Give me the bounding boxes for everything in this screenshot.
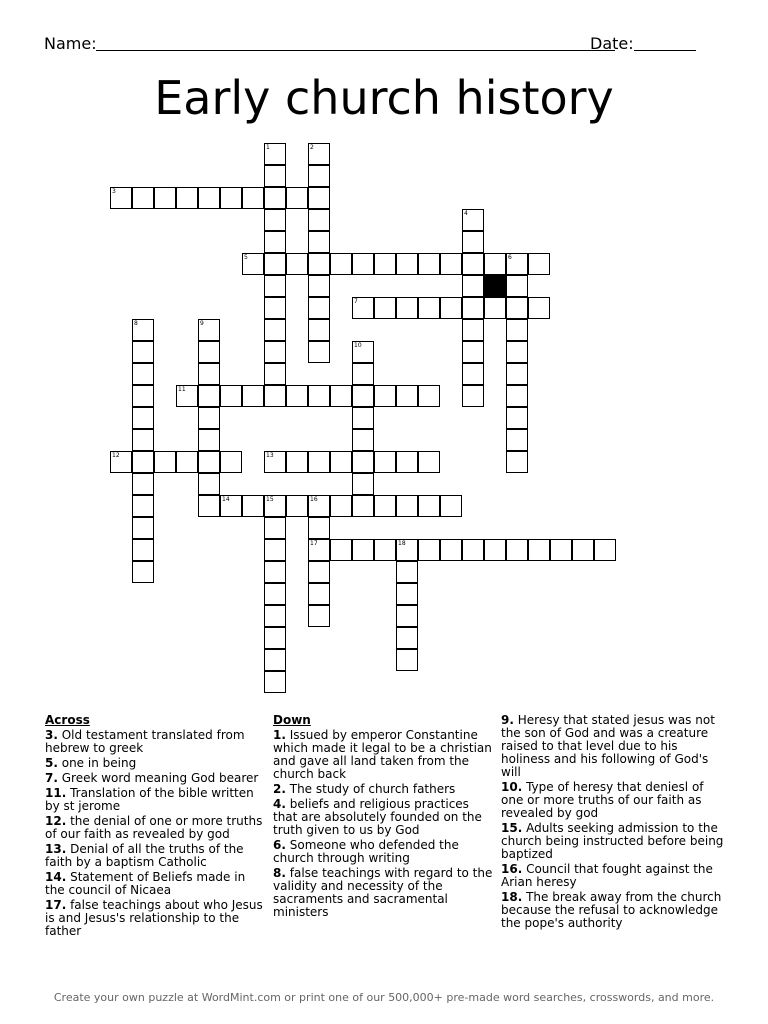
crossword-cell[interactable] [418,253,440,275]
across-clue [45,899,263,938]
down-clue [273,839,493,865]
crossword-cell[interactable] [506,341,528,363]
crossword-cell[interactable] [198,319,220,341]
crossword-cell[interactable] [352,495,374,517]
crossword-cell[interactable] [242,495,264,517]
crossword-cell[interactable] [506,275,528,297]
crossword-cell[interactable] [396,297,418,319]
clue-text: the denial of one or more truths of our faith as revealed by god [45,814,263,841]
clue-number: 7. [45,771,58,785]
crossword-cell[interactable] [308,605,330,627]
crossword-cell[interactable] [352,341,374,363]
clue-number: 12. [45,814,67,828]
crossword-cell[interactable] [462,297,484,319]
crossword-cell[interactable] [132,473,154,495]
crossword-cell[interactable] [506,385,528,407]
crossword-cell[interactable] [374,451,396,473]
crossword-cell[interactable] [506,253,528,275]
crossword-cell[interactable] [176,385,198,407]
down-clue [501,822,726,861]
crossword-cell[interactable] [330,253,352,275]
crossword-cell[interactable] [264,451,286,473]
clue-number: 11. [45,786,67,800]
crossword-cell[interactable] [264,231,286,253]
crossword-cell[interactable] [220,495,242,517]
clue-text: false teachings about who Jesus is and Jesus's relationship to the father [45,898,263,938]
crossword-cell[interactable] [198,385,220,407]
crossword-cell[interactable] [132,407,154,429]
crossword-cell[interactable] [308,539,330,561]
across-clue [45,871,263,897]
crossword-cell[interactable] [264,143,286,165]
across-clue [45,843,263,869]
clue-number: 17. [45,898,67,912]
clue-number: 5. [45,756,58,770]
crossword-cell[interactable] [352,385,374,407]
crossword-cell[interactable] [308,495,330,517]
crossword-cell[interactable] [506,429,528,451]
cell-number: 1 [266,144,270,151]
across-heading: Across [45,713,90,727]
footer-text: Create your own puzzle at WordMint.com or print one of our 500,000+ pre-made word searches, crosswords, and more. [53,991,715,1004]
crossword-cell[interactable] [308,341,330,363]
crossword-cell[interactable] [396,495,418,517]
clue-number: 9. [501,713,514,727]
crossword-cell[interactable] [264,319,286,341]
crossword-cell[interactable] [352,539,374,561]
black-square [484,275,506,297]
clue-number: 4. [273,797,286,811]
clue-text: Type of heresy that deniesl of one or more truths of our faith as revealed by god [501,780,704,820]
crossword-cell[interactable] [132,319,154,341]
crossword-cell[interactable] [264,275,286,297]
crossword-cell[interactable] [396,385,418,407]
down-clue [273,783,493,796]
crossword-cell[interactable] [352,429,374,451]
crossword-cell[interactable] [264,341,286,363]
crossword-cell[interactable] [242,385,264,407]
crossword-cell[interactable] [418,539,440,561]
crossword-cell[interactable] [484,253,506,275]
cell-number: 12 [112,452,120,459]
crossword-cell[interactable] [308,231,330,253]
crossword-cell[interactable] [176,451,198,473]
crossword-cell[interactable] [330,385,352,407]
crossword-cell[interactable] [440,297,462,319]
clue-text: Council that fought against the Arian heresy [501,862,713,889]
cell-number: 3 [112,188,116,195]
crossword-cell[interactable] [352,297,374,319]
crossword-cell[interactable] [132,341,154,363]
clue-text: Issued by emperor Constantine which made it legal to be a christian and gave all land taken from the church back [273,728,492,781]
crossword-cell[interactable] [374,385,396,407]
down-clue [273,729,493,781]
clue-number: 3. [45,728,58,742]
crossword-cell[interactable] [506,451,528,473]
crossword-cell[interactable] [308,143,330,165]
date-field-line[interactable] [634,50,696,51]
crossword-cell[interactable] [308,561,330,583]
crossword-cell[interactable] [308,187,330,209]
clue-number: 16. [501,862,523,876]
crossword-cell[interactable] [396,539,418,561]
crossword-cell[interactable] [308,319,330,341]
clue-text: The study of church fathers [285,782,456,796]
cell-number: 7 [354,298,358,305]
crossword-cell[interactable] [506,407,528,429]
crossword-cell[interactable] [374,495,396,517]
down-clue [501,863,726,889]
clue-number: 6. [273,838,286,852]
crossword-cell[interactable] [132,451,154,473]
crossword-cell[interactable] [440,539,462,561]
crossword-cell[interactable] [264,385,286,407]
crossword-cell[interactable] [462,539,484,561]
clue-text: The break away from the church because the refusal to acknowledge the pope's authority [501,890,722,930]
crossword-cell[interactable] [242,187,264,209]
clue-number: 15. [501,821,523,835]
crossword-cell[interactable] [176,187,198,209]
crossword-cell[interactable] [484,539,506,561]
crossword-cell[interactable] [352,407,374,429]
crossword-cell[interactable] [220,385,242,407]
crossword-cell[interactable] [352,363,374,385]
crossword-cell[interactable] [220,187,242,209]
crossword-cell[interactable] [352,451,374,473]
down-clue [273,798,493,837]
crossword-cell[interactable] [198,473,220,495]
crossword-cell[interactable] [594,539,616,561]
crossword-cell[interactable] [462,231,484,253]
crossword-cell[interactable] [242,253,264,275]
crossword-cell[interactable] [264,627,286,649]
across-clues [45,714,263,940]
crossword-cell[interactable] [528,539,550,561]
down-heading: Down [273,713,311,727]
crossword-cell[interactable] [330,451,352,473]
across-clue [45,815,263,841]
crossword-cell[interactable] [462,363,484,385]
clue-number: 14. [45,870,67,884]
crossword-cell[interactable] [572,539,594,561]
crossword-cell[interactable] [506,319,528,341]
crossword-cell[interactable] [396,605,418,627]
clue-number: 8. [273,866,286,880]
crossword-cell[interactable] [132,495,154,517]
across-clue [45,729,263,755]
crossword-cell[interactable] [110,187,132,209]
crossword-cell[interactable] [264,165,286,187]
crossword-cell[interactable] [264,671,286,693]
crossword-cell[interactable] [286,253,308,275]
crossword-cell[interactable] [418,495,440,517]
puzzle-title: Early church history [154,71,614,125]
crossword-cell[interactable] [132,429,154,451]
crossword-cell[interactable] [132,187,154,209]
crossword-cell[interactable] [418,451,440,473]
clue-text: beliefs and religious practices that are absolutely founded on the truth given to us by God [273,797,482,837]
down-clue [501,891,726,930]
crossword-cell[interactable] [132,385,154,407]
cell-number: 2 [310,144,314,151]
crossword-cell[interactable] [198,341,220,363]
clue-text: Adults seeking admission to the church being instructed before being baptized [501,821,724,861]
crossword-cell[interactable] [264,253,286,275]
crossword-cell[interactable] [154,187,176,209]
across-clue [45,787,263,813]
down-clue [501,781,726,820]
crossword-cell[interactable] [110,451,132,473]
down-clue [501,714,726,779]
crossword-cell[interactable] [132,363,154,385]
clue-number: 2. [273,782,286,796]
crossword-cell[interactable] [462,319,484,341]
cell-number: 16 [310,496,318,503]
crossword-cell[interactable] [550,539,572,561]
crossword-cell[interactable] [286,451,308,473]
crossword-cell[interactable] [308,253,330,275]
crossword-cell[interactable] [264,363,286,385]
crossword-cell[interactable] [308,275,330,297]
down-clues-continued [501,714,726,932]
crossword-cell[interactable] [308,385,330,407]
crossword-cell[interactable] [462,385,484,407]
crossword-cell[interactable] [330,495,352,517]
clue-number: 18. [501,890,523,904]
crossword-cell[interactable] [264,297,286,319]
crossword-cell[interactable] [506,363,528,385]
crossword-cell[interactable] [198,429,220,451]
clue-number: 13. [45,842,67,856]
cell-number: 15 [266,496,274,503]
clue-text: false teachings with regard to the validity and necessity of the sacraments and sacramental ministers [273,866,493,919]
crossword-cell[interactable] [374,297,396,319]
crossword-cell[interactable] [198,407,220,429]
name-field-line[interactable] [96,50,615,51]
crossword-cell[interactable] [286,385,308,407]
crossword-cell[interactable] [264,209,286,231]
crossword-cell[interactable] [308,297,330,319]
crossword-cell[interactable] [396,253,418,275]
clue-text: Statement of Beliefs made in the council of Nicaea [45,870,246,897]
crossword-cell[interactable] [264,561,286,583]
crossword-cell[interactable] [462,209,484,231]
crossword-cell[interactable] [264,605,286,627]
crossword-cell[interactable] [132,561,154,583]
cell-number: 5 [244,254,248,261]
crossword-cell[interactable] [506,539,528,561]
crossword-cell[interactable] [418,297,440,319]
crossword-cell[interactable] [374,539,396,561]
cell-number: 18 [398,540,406,547]
crossword-cell[interactable] [396,627,418,649]
clue-text: Old testament translated from hebrew to greek [45,728,245,755]
crossword-cell[interactable] [352,253,374,275]
across-clue [45,772,263,785]
crossword-cell[interactable] [308,517,330,539]
crossword-cell[interactable] [154,451,176,473]
cell-number: 13 [266,452,274,459]
crossword-cell[interactable] [506,297,528,319]
crossword-cell[interactable] [198,363,220,385]
crossword-cell[interactable] [264,187,286,209]
crossword-cell[interactable] [440,495,462,517]
crossword-cell[interactable] [132,517,154,539]
crossword-cell[interactable] [132,539,154,561]
crossword-cell[interactable] [462,253,484,275]
crossword-cell[interactable] [286,187,308,209]
down-clue [273,867,493,919]
crossword-cell[interactable] [308,451,330,473]
crossword-cell[interactable] [528,253,550,275]
cell-number: 6 [508,254,512,261]
crossword-cell[interactable] [264,539,286,561]
crossword-cell[interactable] [330,539,352,561]
crossword-cell[interactable] [308,165,330,187]
crossword-cell[interactable] [396,649,418,671]
crossword-cell[interactable] [308,583,330,605]
clue-text: Translation of the bible written by st jerome [45,786,254,813]
cell-number: 8 [134,320,138,327]
clue-text: Someone who defended the church through writing [273,838,459,865]
crossword-cell[interactable] [264,517,286,539]
clue-text: Greek word meaning God bearer [57,771,259,785]
crossword-cell[interactable] [396,561,418,583]
crossword-cell[interactable] [264,649,286,671]
crossword-cell[interactable] [396,451,418,473]
crossword-cell[interactable] [198,187,220,209]
crossword-cell[interactable] [418,385,440,407]
across-clue [45,757,263,770]
name-label: Name: [44,34,97,53]
cell-number: 4 [464,210,468,217]
date-label: Date: [590,34,634,53]
clue-text: Heresy that stated jesus was not the son of God and was a creature raised to that level due to his holiness and his following of God's will [501,713,715,779]
crossword-cell[interactable] [264,583,286,605]
cell-number: 14 [222,496,230,503]
crossword-cell[interactable] [352,473,374,495]
cell-number: 11 [178,386,186,393]
cell-number: 9 [200,320,204,327]
crossword-cell[interactable] [198,451,220,473]
crossword-cell[interactable] [462,275,484,297]
crossword-cell[interactable] [528,297,550,319]
crossword-cell[interactable] [198,495,220,517]
crossword-cell[interactable] [484,297,506,319]
cell-number: 10 [354,342,362,349]
crossword-cell[interactable] [440,253,462,275]
crossword-cell[interactable] [462,341,484,363]
crossword-cell[interactable] [286,495,308,517]
crossword-cell[interactable] [264,495,286,517]
down-clues [273,714,493,921]
name-date-header [44,30,724,58]
clue-text: Denial of all the truths of the faith by a baptism Catholic [45,842,244,869]
cell-number: 17 [310,540,318,547]
clue-number: 10. [501,780,523,794]
crossword-cell[interactable] [220,451,242,473]
clue-text: one in being [57,756,137,770]
crossword-cell[interactable] [308,209,330,231]
crossword-cell[interactable] [374,253,396,275]
clue-number: 1. [273,728,286,742]
crossword-cell[interactable] [396,583,418,605]
